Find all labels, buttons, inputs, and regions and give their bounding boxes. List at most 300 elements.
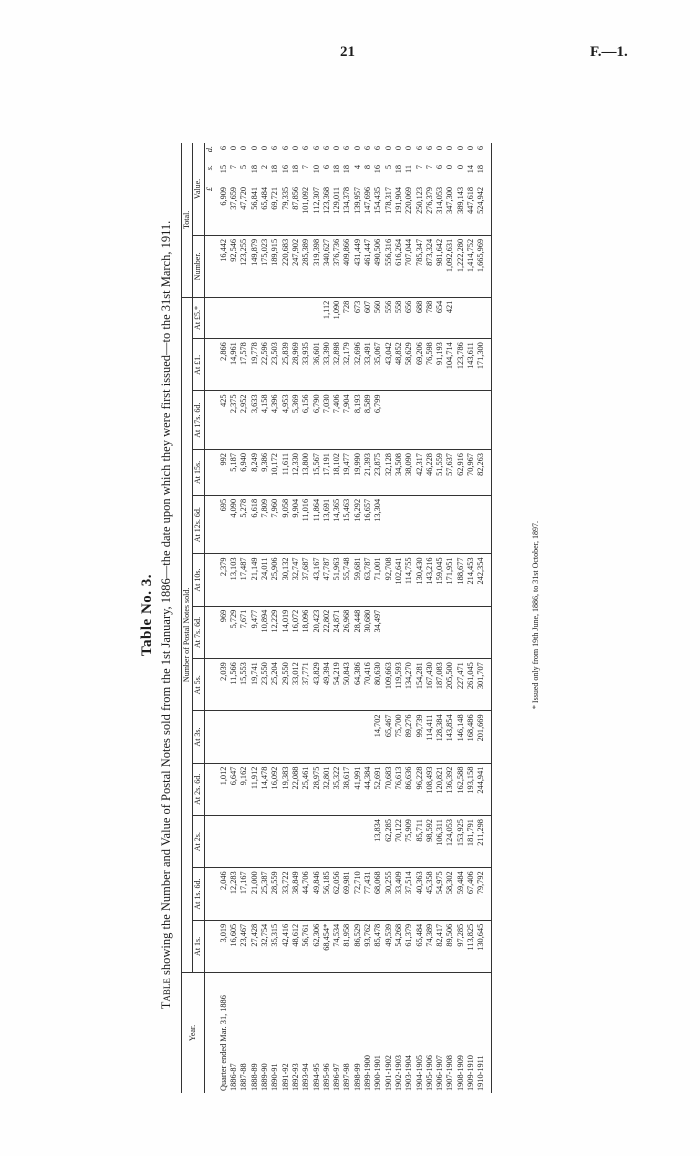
value-cell: 18 <box>249 164 259 174</box>
table-row <box>239 143 249 1093</box>
count-cell <box>239 816 249 868</box>
count-cell: 5,187 <box>229 450 239 496</box>
value-cell: 0 <box>393 146 403 151</box>
count-cell: 86,636 <box>404 763 414 815</box>
count-cell: 77,431 <box>363 868 373 920</box>
count-cell: 114,411 <box>425 711 435 763</box>
value-unit: d. <box>204 146 214 153</box>
count-cell: 32,801 <box>322 763 332 815</box>
count-cell: 65,484 <box>415 920 425 972</box>
count-cell <box>415 606 425 658</box>
count-cell <box>394 606 404 658</box>
value-cell: 139,957 <box>353 184 363 235</box>
count-cell: 38,090 <box>404 450 414 496</box>
postal-notes-table <box>181 143 492 1093</box>
column-header: At 1s. 6d. <box>193 868 204 920</box>
count-cell: 99,739 <box>415 711 425 763</box>
count-cell: 168,486 <box>466 711 476 763</box>
value-cell: 14 <box>466 164 476 174</box>
unit-cell <box>204 450 215 496</box>
count-cell: 19,741 <box>250 659 260 711</box>
count-cell <box>476 495 491 554</box>
count-cell: 12,229 <box>270 606 280 658</box>
table-row <box>466 143 476 1093</box>
count-cell: 7,960 <box>270 495 280 554</box>
count-cell: 17,487 <box>239 554 249 606</box>
year-cell: 1898-99 <box>352 1063 362 1091</box>
value-cell: 447,618 <box>466 184 476 235</box>
count-cell: 62,306 <box>312 920 322 972</box>
count-cell: 25,461 <box>301 763 311 815</box>
count-cell: 7,030 <box>322 391 332 450</box>
count-cell: 11,912 <box>250 763 260 815</box>
value-cell: 134,378 <box>342 184 352 235</box>
count-cell: 9,162 <box>239 763 249 815</box>
count-cell <box>476 297 491 339</box>
count-cell <box>404 391 414 450</box>
count-cell <box>404 606 414 658</box>
value-cell: 112,307 <box>312 184 322 235</box>
count-cell <box>260 711 270 763</box>
count-cell <box>250 816 260 868</box>
count-cell: 8,249 <box>250 450 260 496</box>
count-cell <box>322 711 332 763</box>
value-cell: 0 <box>239 146 249 151</box>
table-row <box>353 143 363 1093</box>
count-cell <box>445 606 455 658</box>
table-row <box>456 143 466 1093</box>
count-cell: 19,477 <box>342 450 352 496</box>
count-cell: 33,409 <box>394 868 404 920</box>
count-cell: 12,330 <box>291 450 301 496</box>
count-cell: 17,191 <box>322 450 332 496</box>
count-cell <box>435 606 445 658</box>
count-cell <box>260 816 270 868</box>
count-cell: 16,072 <box>291 606 301 658</box>
count-cell: 56,185 <box>322 868 332 920</box>
count-cell <box>260 297 270 339</box>
count-cell: 14,702 <box>373 711 383 763</box>
count-cell: 130,645 <box>476 920 491 972</box>
count-cell: 76,598 <box>425 339 435 391</box>
count-cell: 34,508 <box>394 450 404 496</box>
count-cell: 14,019 <box>281 606 291 658</box>
count-cell: 188,677 <box>456 554 466 606</box>
value-cell: 147,696 <box>363 184 373 235</box>
value-cell: 123,368 <box>322 184 332 235</box>
count-cell: 20,423 <box>312 606 322 658</box>
count-cell: 2,866 <box>215 339 229 391</box>
count-cell: 425 <box>215 391 229 450</box>
year-cell: 1895-96 <box>321 1063 331 1091</box>
value-cell: 6 <box>218 146 228 151</box>
column-header: At 7s. 6d. <box>193 606 204 658</box>
count-cell: 33,390 <box>322 339 332 391</box>
year-cell: 1906-1907 <box>435 1055 445 1091</box>
count-cell: 688 <box>415 297 425 339</box>
count-cell: 71,001 <box>373 554 383 606</box>
value-cell: 6 <box>363 146 373 151</box>
unit-cell <box>204 495 215 554</box>
value-cell: 5 <box>383 164 393 170</box>
count-cell: 607 <box>363 297 373 339</box>
count-cell: 16,605 <box>229 920 239 972</box>
count-cell <box>415 495 425 554</box>
count-cell: 82,263 <box>476 450 491 496</box>
count-cell: 62,285 <box>384 816 394 868</box>
year-cell: 1904-1905 <box>414 1055 424 1091</box>
count-cell: 26,968 <box>342 606 352 658</box>
count-cell <box>342 816 352 868</box>
value-cell: 79,335 <box>281 184 291 235</box>
value-cell: 6 <box>435 164 445 170</box>
table-row <box>373 143 383 1093</box>
table-row <box>301 143 311 1093</box>
count-cell: 11,566 <box>229 659 239 711</box>
count-cell: 70,122 <box>394 816 404 868</box>
count-cell: 187,083 <box>435 659 445 711</box>
table-row <box>312 143 322 1093</box>
count-cell <box>270 711 280 763</box>
count-cell: 54,975 <box>435 868 445 920</box>
year-cell: 1908-1909 <box>455 1055 465 1091</box>
count-cell <box>332 711 342 763</box>
count-cell <box>229 816 239 868</box>
count-cell: 70,967 <box>466 450 476 496</box>
count-cell: 21,149 <box>250 554 260 606</box>
count-cell: 490,506 <box>373 235 383 297</box>
count-cell: 123,786 <box>456 339 466 391</box>
count-cell: 64,386 <box>353 659 363 711</box>
count-cell: 113,825 <box>466 920 476 972</box>
value-cell: 7 <box>424 164 434 170</box>
count-cell: 23,503 <box>270 339 280 391</box>
count-cell: 247,902 <box>291 235 301 297</box>
column-header: At 15s. <box>193 450 204 496</box>
count-cell: 23,550 <box>260 659 270 711</box>
number-sold-group-header: Number of Postal Notes sold. <box>182 297 193 972</box>
count-cell <box>250 297 260 339</box>
value-cell: 69,721 <box>270 184 280 235</box>
table-row <box>322 143 332 1093</box>
value-cell: 5 <box>239 164 249 170</box>
count-cell: 25,906 <box>270 554 280 606</box>
value-cell: 250,123 <box>415 184 425 235</box>
count-cell: 2,046 <box>215 868 229 920</box>
count-cell: 18,102 <box>332 450 342 496</box>
count-cell: 2,039 <box>215 659 229 711</box>
value-unit: £ <box>204 184 215 235</box>
count-cell: 10,172 <box>270 450 280 496</box>
count-cell: 7,809 <box>260 495 270 554</box>
value-cell: 101,092 <box>301 184 311 235</box>
value-unit: s. <box>204 164 214 171</box>
count-cell: 189,915 <box>270 235 280 297</box>
count-cell: 48,852 <box>394 339 404 391</box>
count-cell: 1,112 <box>322 297 332 339</box>
count-cell: 32,128 <box>384 450 394 496</box>
count-cell <box>332 816 342 868</box>
table-row <box>435 143 445 1093</box>
value-cell: 0 <box>435 146 445 151</box>
count-cell: 32,179 <box>342 339 352 391</box>
count-cell <box>281 711 291 763</box>
count-cell: 65,467 <box>384 711 394 763</box>
count-cell: 48,612 <box>291 920 301 972</box>
year-cell: 1900-1901 <box>373 1055 383 1091</box>
value-cell: 6 <box>373 146 383 151</box>
count-cell: 86,529 <box>353 920 363 972</box>
count-cell: 102,641 <box>394 554 404 606</box>
count-cell: 28,559 <box>270 868 280 920</box>
count-cell <box>281 816 291 868</box>
value-cell: 314,053 <box>435 184 445 235</box>
count-cell: 23,875 <box>373 450 383 496</box>
value-cell: 347,300 <box>445 184 455 235</box>
value-cell: 0 <box>455 146 465 151</box>
value-cell: 6 <box>311 146 321 151</box>
count-cell: 421 <box>445 297 455 339</box>
count-cell: 30,680 <box>363 606 373 658</box>
count-cell: 75,700 <box>394 711 404 763</box>
column-header: At 1s. <box>193 920 204 972</box>
count-cell: 14,478 <box>260 763 270 815</box>
count-cell: 319,398 <box>312 235 322 297</box>
count-cell: 136,392 <box>445 763 455 815</box>
count-cell: 38,617 <box>342 763 352 815</box>
count-cell <box>435 391 445 450</box>
year-cell: 1899-1900 <box>363 1055 373 1091</box>
value-cell: 0 <box>445 164 455 170</box>
count-cell: 108,493 <box>425 763 435 815</box>
unit-cell <box>204 554 215 606</box>
count-cell: 181,791 <box>466 816 476 868</box>
table-footnote: * Issued only from 19th June, 1886, to 31st October, 1897. <box>531 520 540 710</box>
table-row <box>291 143 301 1093</box>
count-cell: 461,447 <box>363 235 373 297</box>
count-cell <box>270 816 280 868</box>
count-cell: 33,491 <box>363 339 373 391</box>
count-cell: 8,193 <box>353 391 363 450</box>
count-cell: 40,363 <box>415 868 425 920</box>
count-cell: 22,088 <box>291 763 301 815</box>
count-cell: 119,593 <box>394 659 404 711</box>
value-cell: 0 <box>466 146 476 151</box>
count-cell: 17,167 <box>239 868 249 920</box>
count-cell <box>215 816 229 868</box>
count-cell: 261,045 <box>466 659 476 711</box>
unit-cell <box>204 339 215 391</box>
count-cell: 1,665,969 <box>476 235 491 297</box>
unit-cell <box>204 659 215 711</box>
count-cell <box>466 391 476 450</box>
count-cell: 15,463 <box>342 495 352 554</box>
count-cell <box>415 391 425 450</box>
value-cell: 18 <box>270 164 280 174</box>
count-cell <box>239 711 249 763</box>
value-cell: 6 <box>342 146 352 151</box>
count-cell: 1,222,280 <box>456 235 466 297</box>
count-cell: 992 <box>215 450 229 496</box>
count-cell: 431,449 <box>353 235 363 297</box>
count-cell: 92,546 <box>229 235 239 297</box>
count-cell <box>215 711 229 763</box>
value-cell: 154,435 <box>373 184 383 235</box>
count-cell: 29,550 <box>281 659 291 711</box>
count-cell: 30,255 <box>384 868 394 920</box>
unit-cell <box>204 606 215 658</box>
count-cell: 97,285 <box>456 920 466 972</box>
count-cell: 67,406 <box>466 868 476 920</box>
count-cell: 74,389 <box>425 920 435 972</box>
value-cell: 6 <box>476 146 486 151</box>
count-cell: 13,800 <box>301 450 311 496</box>
column-header: At 2s. <box>193 816 204 868</box>
count-cell <box>456 297 466 339</box>
count-cell <box>291 816 301 868</box>
count-cell <box>466 495 476 554</box>
count-cell: 25,387 <box>260 868 270 920</box>
count-cell: 69,206 <box>415 339 425 391</box>
count-cell <box>312 711 322 763</box>
count-cell: 242,354 <box>476 554 491 606</box>
count-cell: 58,629 <box>404 339 414 391</box>
count-cell: 558 <box>394 297 404 339</box>
year-cell: 1888-89 <box>249 1063 259 1091</box>
year-cell: 1897-98 <box>342 1063 352 1091</box>
count-cell: 89,276 <box>404 711 414 763</box>
value-cell: 0 <box>455 164 465 170</box>
count-cell: 36,601 <box>312 339 322 391</box>
count-cell: 43,042 <box>384 339 394 391</box>
count-cell: 35,315 <box>270 920 280 972</box>
value-cell: 56,841 <box>250 184 260 235</box>
count-cell: 11,016 <box>301 495 311 554</box>
value-cell: 15 <box>218 164 228 174</box>
year-cell: 1893-94 <box>301 1063 311 1091</box>
count-cell <box>456 606 466 658</box>
column-header: At 12s. 6d. <box>193 495 204 554</box>
year-cell: 1905-1906 <box>424 1055 434 1091</box>
count-cell <box>363 816 373 868</box>
value-cell: 47,720 <box>239 184 249 235</box>
table-row <box>229 143 239 1093</box>
count-cell: 981,642 <box>435 235 445 297</box>
count-cell: 556,316 <box>384 235 394 297</box>
count-cell: 193,158 <box>466 763 476 815</box>
count-cell: 62,056 <box>332 868 342 920</box>
count-cell: 13,304 <box>373 495 383 554</box>
table-row <box>250 143 260 1093</box>
count-cell: 2,952 <box>239 391 249 450</box>
count-cell: 5,369 <box>291 391 301 450</box>
count-cell: 28,975 <box>312 763 322 815</box>
count-cell: 171,300 <box>476 339 491 391</box>
count-cell: 89,506 <box>445 920 455 972</box>
count-cell: 656 <box>404 297 414 339</box>
table-row <box>281 143 291 1093</box>
count-cell: 134,270 <box>404 659 414 711</box>
count-cell: 8,589 <box>363 391 373 450</box>
count-cell: 46,228 <box>425 450 435 496</box>
count-cell: 98,592 <box>425 816 435 868</box>
count-cell: 51,559 <box>435 450 445 496</box>
count-cell: 27,428 <box>250 920 260 972</box>
count-cell: 285,389 <box>301 235 311 297</box>
count-cell: 15,553 <box>239 659 249 711</box>
count-cell <box>466 297 476 339</box>
value-cell: 129,011 <box>332 184 342 235</box>
column-header: At 17s. 6d. <box>193 391 204 450</box>
year-cell: 1902-1903 <box>393 1055 403 1091</box>
count-cell <box>425 495 435 554</box>
column-header: At 5s. <box>193 659 204 711</box>
count-cell: 74,534 <box>332 920 342 972</box>
unit-cell <box>204 816 215 868</box>
count-cell: 159,045 <box>435 554 445 606</box>
count-cell: 616,264 <box>394 235 404 297</box>
value-cell: 87,856 <box>291 184 301 235</box>
value-cell: 18 <box>393 164 403 174</box>
count-cell: 114,755 <box>404 554 414 606</box>
count-cell <box>456 495 466 554</box>
count-cell: 43,167 <box>312 554 322 606</box>
value-cell: 8 <box>363 164 373 170</box>
count-cell: 153,925 <box>456 816 466 868</box>
count-cell <box>394 391 404 450</box>
count-cell: 13,834 <box>373 816 383 868</box>
count-cell: 1,090 <box>332 297 342 339</box>
count-cell: 6,647 <box>229 763 239 815</box>
count-cell: 2,379 <box>215 554 229 606</box>
page-number: 21 <box>340 44 355 60</box>
count-cell: 47,787 <box>322 554 332 606</box>
year-cell: 1910-1911 <box>476 1055 486 1091</box>
count-cell: 59,681 <box>353 554 363 606</box>
count-cell: 654 <box>435 297 445 339</box>
count-cell: 6,799 <box>373 391 383 450</box>
count-cell: 5,278 <box>239 495 249 554</box>
value-cell: 7 <box>414 164 424 170</box>
count-cell: 175,023 <box>260 235 270 297</box>
count-cell: 19,778 <box>250 339 260 391</box>
year-cell: 1896-97 <box>332 1063 342 1091</box>
table-row <box>270 143 280 1093</box>
count-cell: 25,839 <box>281 339 291 391</box>
year-header: Year. <box>182 973 205 1094</box>
value-cell: 6 <box>301 146 311 151</box>
count-cell: 79,792 <box>476 868 491 920</box>
count-cell <box>476 391 491 450</box>
value-cell: 6 <box>321 146 331 151</box>
count-cell: 43,829 <box>312 659 322 711</box>
count-cell: 146,148 <box>456 711 466 763</box>
count-cell: 35,067 <box>373 339 383 391</box>
count-cell: 58,302 <box>445 868 455 920</box>
count-cell: 301,707 <box>476 659 491 711</box>
count-cell: 44,706 <box>301 868 311 920</box>
count-cell <box>425 606 435 658</box>
count-cell: 93,762 <box>363 920 373 972</box>
count-cell: 51,963 <box>332 554 342 606</box>
count-cell <box>435 495 445 554</box>
value-cell: 524,942 <box>476 184 491 235</box>
column-header: Value. <box>193 143 204 235</box>
count-cell: 244,941 <box>476 763 491 815</box>
count-cell <box>445 391 455 450</box>
table-row <box>215 143 229 1093</box>
count-cell: 1,414,752 <box>466 235 476 297</box>
